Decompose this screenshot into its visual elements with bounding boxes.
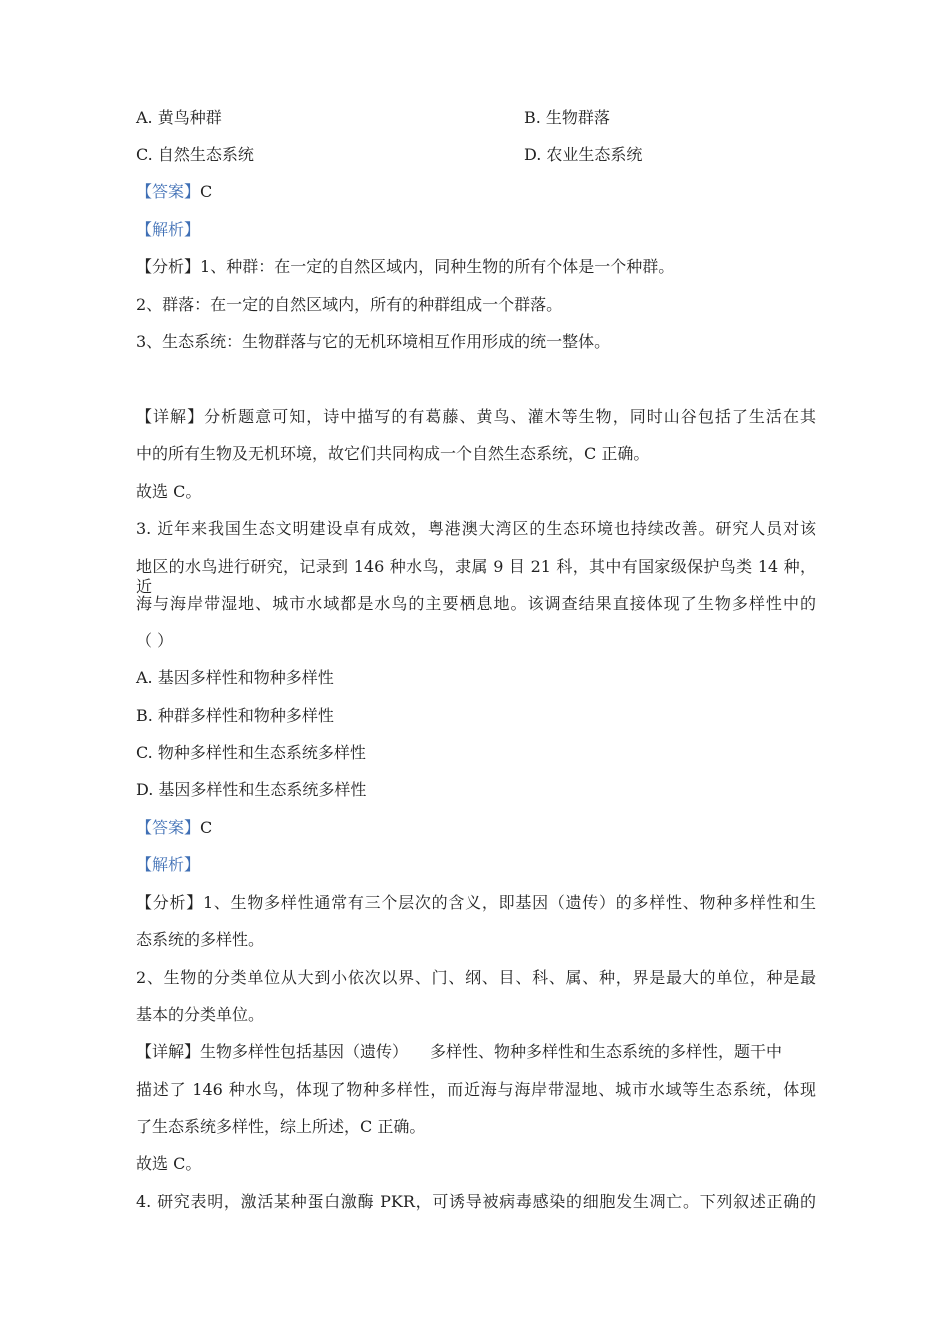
q2-fenxi-1 (136, 257, 674, 277)
answer-tag: 【答案】 (136, 818, 201, 837)
q2-conclusion: 故选 C。 (136, 482, 202, 501)
detail-text: 分析题意可知，诗中描写的有葛藤、黄鸟、灌木等生物，同时山谷包括了生活在其 (204, 407, 816, 426)
q2-option-a: A. 黄鸟种群 (136, 108, 222, 127)
q3-stem-3: 海与海岸带湿地、城市水域都是水鸟的主要栖息地。该调查结果直接体现了生物多样性中的 (136, 594, 816, 613)
q2-analysis-tag: 【解析】 (136, 220, 201, 239)
q3-analysis-tag: 【解析】 (136, 855, 201, 874)
q3-stem-1: 3. 近年来我国生态文明建设卓有成效，粤港澳大湾区的生态环境也持续改善。研究人员对该 (136, 519, 816, 538)
q3-fenxi-2b: 基本的分类单位。 (136, 1005, 265, 1024)
q2-detail-2: 中的所有生物及无机环境，故它们共同构成一个自然生态系统，C 正确。 (136, 444, 650, 463)
detail-tag: 【详解】 (136, 407, 205, 426)
q3-fenxi-1b: 态系统的多样性。 (136, 930, 265, 949)
q3-detail-2: 描述了 146 种水鸟，体现了物种多样性，而近海与海岸带湿地、城市水域等生态系统，体现 (136, 1080, 816, 1099)
detail-text-a: 生物多样性包括基因（遗传） (200, 1042, 409, 1061)
q2-fenxi-2: 2、群落：在一定的自然区域内，所有的种群组成一个群落。 (136, 295, 563, 314)
q3-fenxi-2a: 2、生物的分类单位从大到小依次以界、门、纲、目、科、属、种，界是最大的单位，种是最 (136, 968, 816, 987)
answer-value: C (200, 818, 213, 837)
q3-option-a: A. 基因多样性和物种多样性 (136, 668, 334, 687)
q3-fenxi-1a (136, 893, 816, 913)
q4-stem-1: 4. 研究表明，激活某种蛋白激酶 PKR，可诱导被病毒感染的细胞发生凋亡。下列叙述正确的 (136, 1192, 816, 1211)
q2-option-d: D. 农业生态系统 (524, 145, 643, 164)
q2-option-c: C. 自然生态系统 (136, 145, 254, 164)
q3-detail-3: 了生态系统多样性，综上所述，C 正确。 (136, 1117, 426, 1136)
fenxi-text: 1、生物多样性通常有三个层次的含义，即基因（遗传）的多样性、物种多样性和生 (202, 893, 816, 912)
q2-answer (136, 182, 212, 202)
q3-answer (136, 818, 212, 838)
q2-detail-1 (136, 407, 816, 427)
answer-value: C (200, 182, 213, 201)
q3-stem-2: 地区的水鸟进行研究，记录到 146 种水鸟，隶属 9 目 21 科，其中有国家级保护鸟类 14 种，近 (136, 557, 816, 596)
q3-option-b: B. 种群多样性和物种多样性 (136, 706, 334, 725)
q3-conclusion: 故选 C。 (136, 1154, 202, 1173)
answer-tag: 【答案】 (136, 182, 201, 201)
detail-tag: 【详解】 (136, 1042, 201, 1061)
detail-text-b: 多样性、物种多样性和生态系统的多样性，题干中 (430, 1042, 783, 1061)
q3-detail-1 (136, 1042, 782, 1062)
q3-option-d: D. 基因多样性和生态系统多样性 (136, 780, 367, 799)
q2-fenxi-3: 3、生态系统：生物群落与它的无机环境相互作用形成的统一整体。 (136, 332, 611, 351)
fenxi-tag: 【分析】 (136, 257, 201, 276)
q2-option-b: B. 生物群落 (524, 108, 610, 127)
fenxi-text: 1、种群：在一定的自然区域内，同种生物的所有个体是一个种群。 (200, 257, 675, 276)
q3-stem-4: （ ） (136, 631, 174, 650)
q3-option-c: C. 物种多样性和生态系统多样性 (136, 743, 366, 762)
fenxi-tag: 【分析】 (136, 893, 203, 912)
